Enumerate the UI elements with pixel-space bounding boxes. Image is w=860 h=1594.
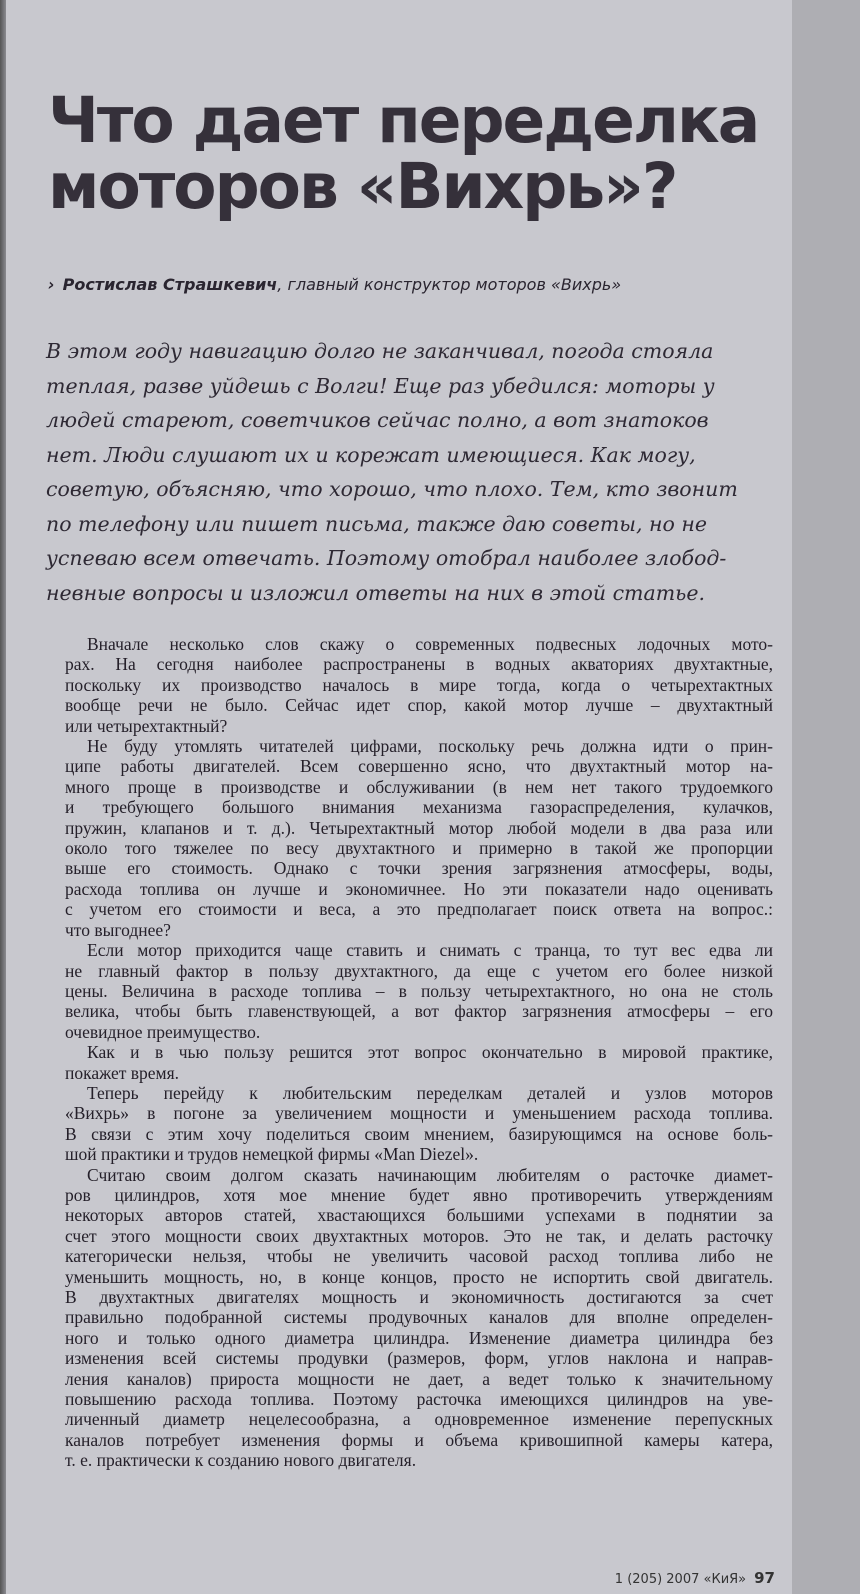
- lead-line: теплая, разве уйдешь с Волги! Еще раз убедился: моторы у: [46, 373, 715, 398]
- scan-right-margin: [792, 0, 860, 1594]
- lead-line: нет. Люди слушают их и корежат имеющиеся. Как могу,: [46, 442, 696, 467]
- body-line: выше его стоимость. Однако с точки зрения загрязнения атмосферы, воды,: [65, 858, 773, 879]
- body-line: рах. На сегодня наиболее распространены в водных акваториях двухтактные,: [65, 654, 773, 675]
- page-footer: [510, 1569, 775, 1587]
- body-line: повышению расхода топлива. Поэтому расточка имеющихся цилиндров на уве-: [65, 1389, 773, 1410]
- issue-info: 1 (205) 2007 «КиЯ»: [614, 1572, 747, 1587]
- body-line: Как и в чью пользу решится этот вопрос окончательно в мировой практике,: [87, 1042, 773, 1063]
- chevron-right-icon: ›: [48, 275, 55, 294]
- body-line: очевидное преимущество.: [65, 1021, 261, 1042]
- byline: [48, 275, 621, 294]
- body-line: велика, чтобы быть главенствующей, а вот фактор загрязнения атмосферы – его: [65, 1001, 773, 1022]
- lead-line: людей стареют, советчиков сейчас полно, а вот знатоков: [46, 408, 709, 432]
- body-line: и требующего большого внимания механизма газораспределения, кулачков,: [65, 797, 773, 818]
- body-line: Если мотор приходится чаще ставить и снимать с транца, то тут вес едва ли: [87, 940, 773, 961]
- scan-left-edge: [0, 0, 6, 1594]
- body-line: Не буду утомлять читателей цифрами, поскольку речь должна идти о прин-: [87, 736, 773, 757]
- body-line: каналов потребует изменения формы и объема кривошипной камеры катера,: [65, 1429, 773, 1450]
- body-line: пружин, клапанов и т. д.). Четырехтактный мотор любой модели в два раза или: [65, 817, 773, 838]
- body-line: поскольку их производство началось в мире тогда, когда о четырехтактных: [65, 674, 773, 695]
- body-paragraph: [65, 736, 773, 940]
- body-line: счет этого мощности своих двухтактных моторов. Это не так, и делать расточку: [65, 1225, 773, 1246]
- body-line: ления каналов) прироста мощности не дает, а ведет только к значительному: [65, 1368, 773, 1389]
- body-line: «Вихрь» в погоне за увеличением мощности и уменьшением расхода топлива.: [65, 1103, 773, 1124]
- body-line: т. е. практически к созданию нового двигателя.: [65, 1450, 417, 1471]
- body-line: ного и только одного диаметра цилиндра. Изменение диаметра цилиндра без: [65, 1327, 773, 1348]
- body-line: ров цилиндров, хотя мое мнение будет явно противоречить утверждениям: [65, 1184, 773, 1205]
- body-line: категорически нельзя, чтобы не увеличить часовой расход топлива либо не: [65, 1246, 773, 1267]
- body-line: уменьшить мощность, но, в конце концов, просто не испортить свой двигатель.: [65, 1266, 773, 1287]
- lead-line: успеваю всем отвечать. Поэтому отобрал наиболее злобод-: [46, 546, 727, 570]
- page-number: 97: [754, 1569, 775, 1587]
- author-role: , главный конструктор моторов «Вихрь»: [277, 275, 622, 294]
- article-title: [48, 84, 788, 223]
- body-line: некоторых авторов статей, хвастающихся большими успехами в поднятии за: [65, 1205, 773, 1226]
- lead-paragraph: [46, 334, 746, 610]
- title-line-2: моторов «Вихрь»?: [48, 150, 677, 223]
- author-name: Ростислав Страшкевич: [62, 275, 278, 294]
- body-paragraph: [65, 634, 773, 736]
- body-line: правильно подобранной системы продувочных каналов для вполне определен-: [65, 1307, 773, 1328]
- body-line: Считаю своим долгом сказать начинающим любителям о расточке диамет-: [87, 1164, 773, 1185]
- body-line: В двухтактных двигателях мощность и экономичность достигаются за счет: [65, 1287, 773, 1307]
- title-line-1: Что дает переделка: [48, 84, 759, 157]
- body-paragraph: [65, 1165, 773, 1471]
- body-line: покажет время.: [65, 1062, 180, 1083]
- lead-line: В этом году навигацию долго не заканчивал, погода стояла: [46, 339, 714, 363]
- body-line: не главный фактор в пользу двухтактного, да еще с учетом его более низкой: [65, 960, 773, 981]
- body-line: цены. Величина в расходе топлива – в пользу четырехтактного, но она не столь: [65, 980, 773, 1001]
- body-line: или четырехтактный?: [65, 715, 228, 736]
- body-line: много проще в производстве и обслуживании (в нем нет такого трудоемкого: [65, 776, 773, 797]
- lead-line: советую, объясняю, что хорошо, что плохо. Тем, кто звонит: [46, 477, 738, 501]
- body-line: ципе работы двигателей. Всем совершенно ясно, что двухтактный мотор на-: [65, 756, 773, 777]
- lead-line: невные вопросы и изложил ответы на них в этой статье.: [46, 580, 705, 605]
- body-paragraph: [65, 1042, 773, 1083]
- body-line: В связи с этим хочу поделиться своим мнением, базирующимся на основе боль-: [65, 1123, 773, 1144]
- body-line: Теперь перейду к любительским переделкам деталей и узлов моторов: [87, 1082, 773, 1103]
- body-line: около того тяжелее по весу двухтактного и примерно в такой же пропорции: [65, 838, 773, 859]
- article-body: [65, 634, 773, 1471]
- body-line: с учетом его стоимости и веса, а это предполагает поиск ответа на вопрос.:: [65, 899, 773, 920]
- body-line: личенный диаметр нецелесообразна, а одновременное изменение перепускных: [65, 1409, 773, 1430]
- body-line: шой практики и трудов немецкой фирмы «Man Diezel».: [65, 1144, 479, 1165]
- lead-line: по телефону или пишет письма, также даю советы, но не: [46, 511, 707, 536]
- body-line: Вначале несколько слов скажу о современных подвесных лодочных мото-: [87, 634, 773, 654]
- body-line: изменения всей системы продувки (размеров, форм, углов наклона и направ-: [65, 1348, 773, 1369]
- body-line: расхода топлива он лучше и экономичнее. Но эти показатели надо оценивать: [65, 878, 773, 899]
- body-paragraph: [65, 940, 773, 1042]
- body-line: что выгоднее?: [65, 919, 171, 940]
- body-line: вообще речи не было. Сейчас идет спор, какой мотор лучше – двухтактный: [65, 695, 773, 716]
- body-paragraph: [65, 1083, 773, 1165]
